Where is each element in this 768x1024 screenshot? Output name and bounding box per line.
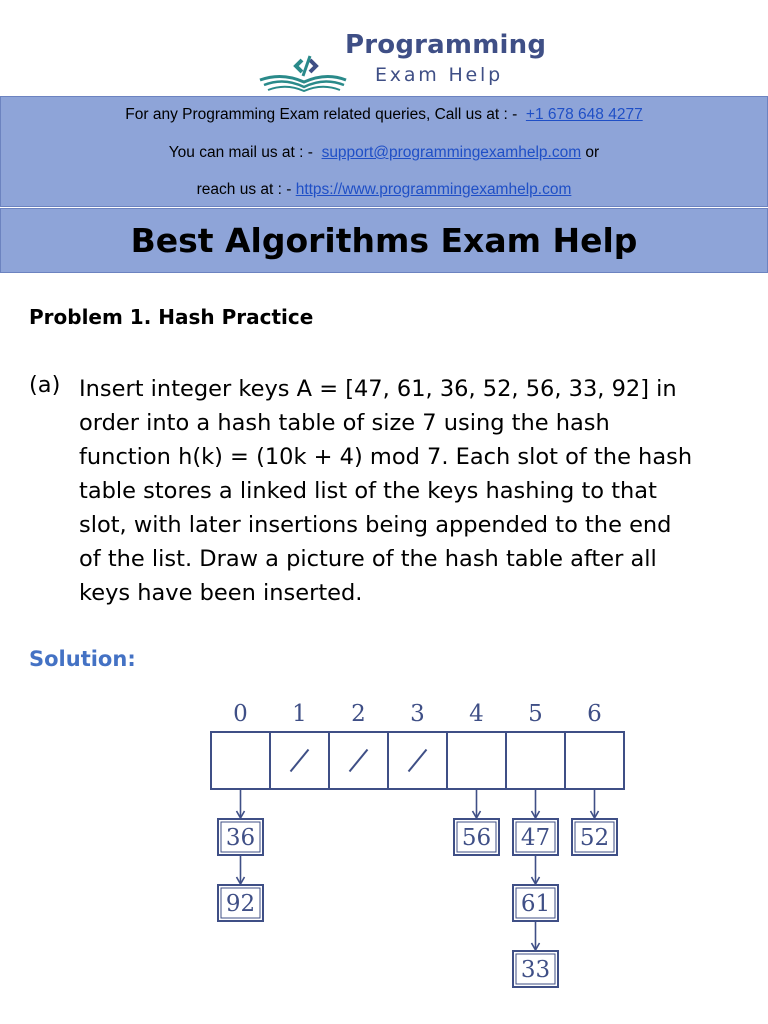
hash-slot <box>506 732 565 789</box>
statement-line: keys have been inserted. <box>79 580 363 606</box>
problem-heading: Problem 1. Hash Practice <box>29 305 314 329</box>
slot-index-label: 6 <box>587 701 602 727</box>
slot-index-label: 1 <box>292 701 307 727</box>
slot-index-label: 5 <box>528 701 543 727</box>
hash-slot <box>211 732 270 789</box>
solution-heading: Solution: <box>29 647 136 671</box>
statement-line: table stores a linked list of the keys hashing to that <box>79 478 657 504</box>
email-link[interactable]: support@programmingexamhelp.com <box>321 144 582 161</box>
contact-email-suffix: or <box>585 144 600 161</box>
contact-email-line <box>1 144 767 162</box>
chain-key: 56 <box>461 825 492 851</box>
brand-subtitle: Exam Help <box>375 64 503 86</box>
title-banner <box>0 208 768 273</box>
contact-phone-text: For any Programming Exam related queries, Call us at : - <box>125 106 518 123</box>
hash-slot <box>447 732 506 789</box>
contact-box <box>0 96 768 207</box>
slot-index-label: 0 <box>233 701 248 727</box>
book-logo-icon <box>258 30 348 92</box>
contact-url-text: reach us at : - <box>196 181 292 198</box>
contact-phone-line <box>1 106 767 124</box>
chain-key: 33 <box>520 957 551 983</box>
contact-url-line <box>1 181 767 199</box>
statement-line: Insert integer keys A = [47, 61, 36, 52, 56, 33, 92] in <box>79 376 677 402</box>
website-link[interactable]: https://www.programmingexamhelp.com <box>295 181 572 198</box>
chain-key: 52 <box>579 825 610 851</box>
part-label: (a) <box>29 372 61 398</box>
page-title: Best Algorithms Exam Help <box>130 221 638 260</box>
slot-index-label: 3 <box>410 701 425 727</box>
brand-title: Programming <box>345 30 547 60</box>
statement-line: of the list. Draw a picture of the hash table after all <box>79 546 657 572</box>
header-logo <box>0 0 768 96</box>
slot-index-label: 2 <box>351 701 366 727</box>
chain-key: 47 <box>520 825 551 851</box>
phone-link[interactable]: +1 678 648 4277 <box>525 106 643 123</box>
chain-key: 61 <box>520 891 551 917</box>
statement-line: slot, with later insertions being appended to the end <box>79 512 672 538</box>
problem-statement <box>79 372 739 610</box>
chain-key: 92 <box>225 891 256 917</box>
chain-key: 36 <box>225 825 256 851</box>
statement-line: order into a hash table of size 7 using the hash <box>79 410 610 436</box>
hash-slot <box>565 732 624 789</box>
contact-email-text: You can mail us at : - <box>168 144 313 161</box>
slot-index-label: 4 <box>469 701 484 727</box>
statement-line: function h(k) = (10k + 4) mod 7. Each slot of the hash <box>79 444 693 470</box>
hash-table-diagram <box>195 695 645 1000</box>
